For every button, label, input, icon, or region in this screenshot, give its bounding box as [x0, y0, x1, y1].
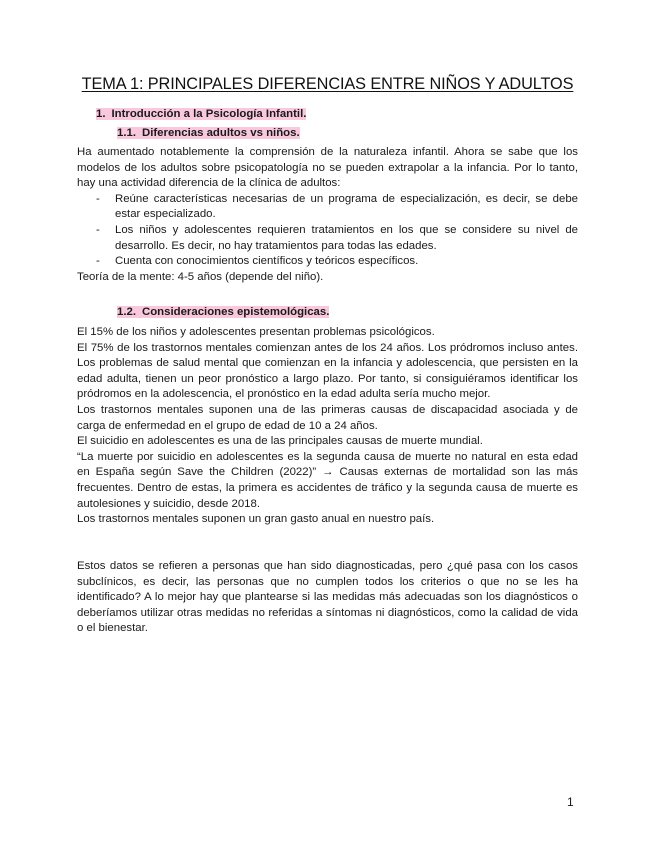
section-heading-1: [96, 107, 306, 123]
page-number: 1: [567, 795, 574, 809]
statistic-line: Los trastornos mentales suponen una de las primeras causas de discapacidad asociada y de carga de enfermedad en el grupo de edad de 10 a 24 años.: [77, 403, 578, 432]
closing-paragraph-block: [77, 559, 578, 637]
subsection-heading-1-2-highlight: [117, 306, 329, 318]
document-title: TEMA 1: PRINCIPALES DIFERENCIAS ENTRE NIÑOS Y ADULTOS: [81, 75, 574, 93]
subsection-heading-1-1: [117, 126, 300, 142]
section-heading-1-highlight: [96, 108, 306, 120]
subsection-heading-1-1-highlight: [117, 127, 300, 139]
closing-paragraph: Estos datos se refieren a personas que han sido diagnosticadas, pero ¿qué pasa con los casos subclínicos, es decir, las personas que no cumplen todos los criterios o que no se les ha identificado? A lo mejor hay que plantearse si las medidas más adecuadas son los diagnósticos o deberíamos utilizar otras medidas no referidas a síntomas ni diagnósticos, como la calidad de vida o el bienestar.: [77, 560, 578, 635]
statistic-line: “La muerte por suicidio en adolescentes es la segunda causa de muerte no natural en esta edad en España según Save the Children (2022)” → Causas externas de mortalidad son las más frecuentes. Dentro de estas, la primera es accidentes de tráfico y la segunda causa de muerte es autolesiones y suicidio, desde 2018.: [77, 450, 578, 510]
subsection-1-2-body: [77, 325, 578, 528]
subsection-title: Consideraciones epistemológicas.: [142, 306, 330, 318]
intro-paragraph: Ha aumentado notablemente la comprensión de la naturaleza infantil. Ahora se sabe que los modelos de los adultos sobre psicopatología no se pueden extrapolar a la infancia. Por lo tanto, hay una actividad diferencia de la clínica de adultos:: [77, 146, 578, 190]
section-number: 1.: [96, 108, 106, 120]
statistic-line: El 75% de los trastornos mentales comienzan antes de los 24 años. Los pródromos incluso antes. Los problemas de salud mental que comienzan en la infancia y adolescencia, que persisten en la edad adulta, tienen un peor pronóstico a largo plazo. Por tanto, si consiguiéramos identificar los pródromos en la adolescencia, el pronóstico en la edad adulta sería mucho mejor.: [77, 341, 578, 401]
subsection-1-1-body: [77, 145, 578, 285]
differences-list: [77, 192, 578, 270]
theory-of-mind-note: Teoría de la mente: 4-5 años (depende del niño).: [77, 270, 324, 283]
statistic-line: El suicidio en adolescentes es una de las principales causas de muerte mundial.: [77, 435, 483, 448]
statistic-line: El 15% de los niños y adolescentes presentan problemas psicológicos.: [77, 326, 435, 338]
subsection-title: Diferencias adultos vs niños.: [142, 127, 300, 139]
list-item: - Cuenta con conocimientos científicos y teóricos específicos.: [77, 254, 578, 270]
section-title: Introducción a la Psicología Infantil.: [111, 108, 307, 120]
subsection-number: 1.1.: [117, 127, 136, 139]
statistic-line: Los trastornos mentales suponen un gran gasto anual en nuestro país.: [77, 513, 435, 526]
list-item: - Los niños y adolescentes requieren tratamientos en los que se considere su nivel de desarrollo. Es decir, no hay tratamientos para todas las edades.: [77, 223, 578, 254]
subsection-heading-1-2: [117, 305, 329, 321]
subsection-number: 1.2.: [117, 306, 136, 318]
list-item: - Reúne características necesarias de un programa de especialización, es decir, se debe estar especializado.: [77, 192, 578, 223]
